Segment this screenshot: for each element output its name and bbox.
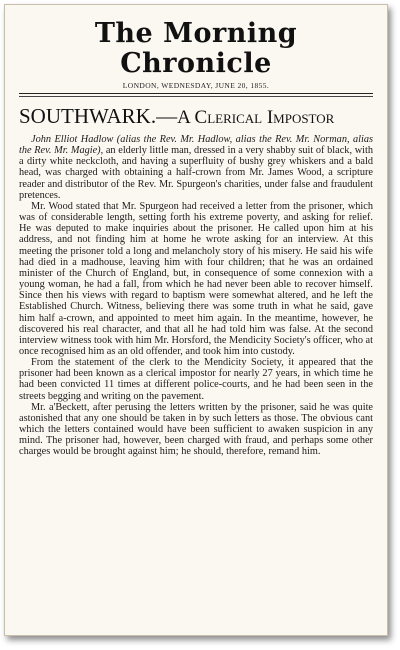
article-paragraph: Mr. Wood stated that Mr. Spurgeon had received a letter from the prisoner, which was of considerable length, setting forth his extreme poverty, and asking for relief. He was deputed to make inquiries about the prisoner. He called upon him at his address, and not finding him at home he wrote asking for an interview. At this meeting the prisoner told a long and melancholy story of his misery. He said his wife had died in a madhouse, leaving him with four children; that he was an ordained minister of the Church of England, but, in consequence of some connexion with a young woman, he had a fall, from which he had never been able to recover himself. Since then his views with regard to baptism were somewhat altered, and he left the Established Church. Witness, believing there was some truth in what he said, gave him half a-crown, and appointed to meet him again. In the meantime, however, he discovered his real character, and that all he had told him was false. At the second interview witness took with him Mr. Horsford, the Mendicity Society's officer, who at once recognised him as an old offender, and took him into custody.	[19, 200, 373, 357]
lead-name: John Elliot Hadlow (alias the Rev. Mr. Hadlow, alias the Rev. Mr. Norman, alias the Rev. Mr. Magie),	[19, 134, 373, 157]
paragraph-text: an elderly little man, dressed in a very shabby suit of black, with a dirty white neckcloth, and having a superfluity of bushy grey whiskers and a bald head, was charged with obtaining a half-crown from Mr. James Wood, a scripture reader and distributor of the Rev. Mr. Spurgeon's charities, under false and fraudulent pretences.	[19, 145, 374, 201]
headline-subject: A Clerical Impostor	[177, 107, 335, 128]
masthead-rule	[19, 96, 373, 97]
article-paragraph: From the statement of the clerk to the Mendicity Society, it appeared that the prisoner had been known as a clerical impostor for nearly 27 years, in which time he had been convicted 11 times at different police-courts, and he had been seen in the streets begging and writing on the pavement.	[19, 357, 373, 402]
newspaper-dateline: LONDON, WEDNESDAY, JUNE 20, 1855.	[19, 81, 373, 94]
article-body	[19, 134, 373, 458]
article-paragraph	[19, 134, 373, 201]
headline-place: SOUTHWARK.	[19, 104, 157, 128]
newspaper-masthead: The Morning Chronicle	[94, 18, 298, 79]
article-paragraph: Mr. a'Beckett, after perusing the letters written by the prisoner, said he was quite astonished that any one should be taken in by such letters as those. The obvious cant which the letters contained would have been sufficient to awaken suspicion in any mind. The prisoner had, however, been charged with fraud, and perhaps some other charges would be brought against him; he should, therefore, remand him.	[19, 401, 373, 458]
headline-dash: —	[156, 104, 178, 128]
newspaper-clipping	[4, 4, 388, 636]
article-headline	[19, 103, 373, 131]
